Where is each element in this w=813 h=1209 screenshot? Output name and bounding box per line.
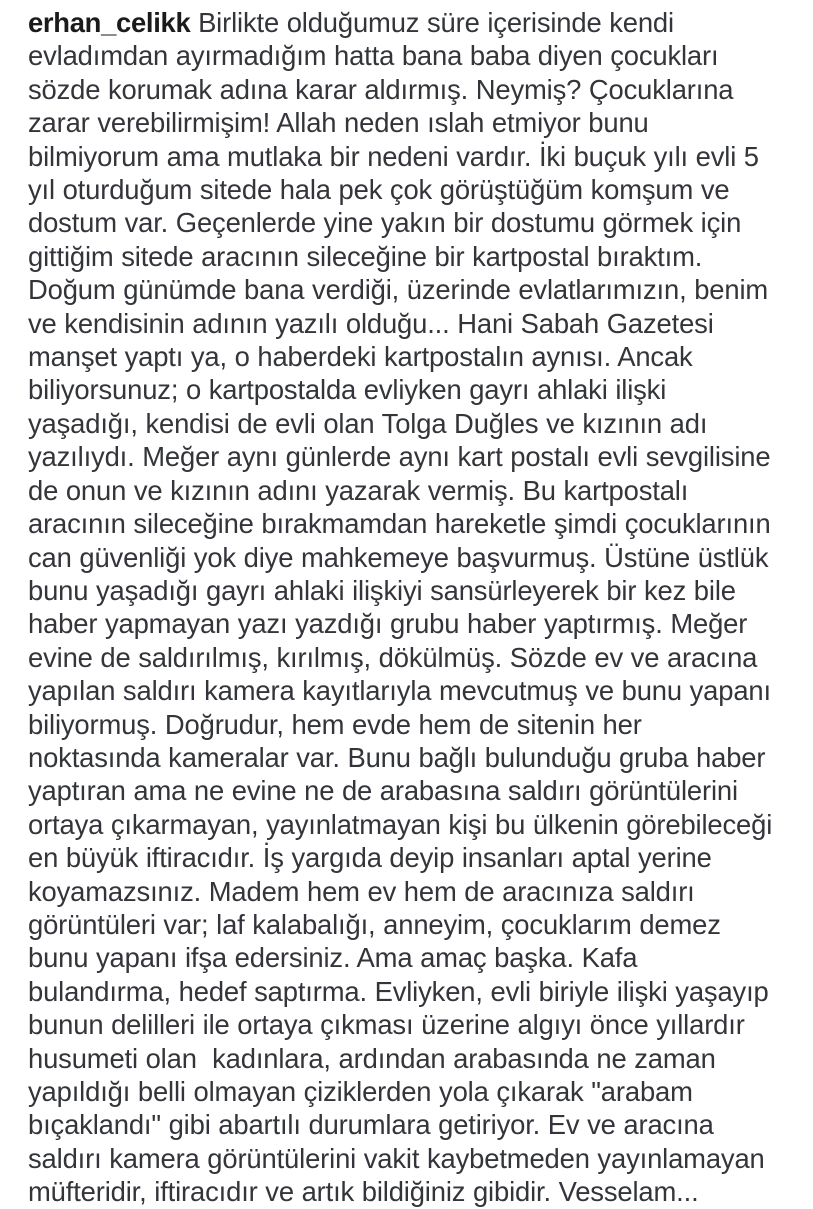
comment-username[interactable]: erhan_celikk	[28, 7, 191, 38]
comment-text: Birlikte olduğumuz süre içerisinde kendi evladımdan ayırmadığım hatta bana baba diyen çocukları sözde korumak adına karar aldırmış. Neymiş? Çocuklarına zarar verebilirmişim! Allah neden ıslah etmiyor bunu bilmiyorum ama mutlaka bir nedeni vardır. İki buçuk yılı evli 5 yıl oturduğum sitede hala pek çok görüştüğüm komşum ve dostum var. Geçenlerde yine yakın bir dostumu görmek için gittiğim sitede aracının sileceğine bir kartpostal bıraktım. Doğum günümde bana verdiği, üzerinde evlatlarımızın, benim ve kendisinin adının yazılı olduğu... Hani Sabah Gazetesi manşet yaptı ya, o haberdeki kartpostalın aynısı. Ancak biliyorsunuz; o kartpostalda evliyken gayrı ahlaki ilişki yaşadığı, kendisi de evli olan Tolga Duğles ve kızının adı yazılıydı. Meğer aynı günlerde aynı kart postalı evli sevgilisine de onun ve kızının adını yazarak vermiş. Bu kartpostalı aracının sileceğine bırakmamdan hareketle şimdi çocuklarının can güvenliği yok diye mahkemeye başvurmuş. Üstüne üstlük bunu yaşadığı gayrı ahlaki ilişkiyi sansürleyerek bir kez bile haber yapmayan yazı yazdığı grubu haber yaptırmış. Meğer evine de saldırılmış, kırılmış, dökülmüş. Sözde ev ve aracına yapılan saldırı kamera kayıtlarıyla mevcutmuş ve bunu yapanı biliyormuş. Doğrudur, hem evde hem de sitenin her noktasında kameralar var. Bunu bağlı bulunduğu gruba haber yaptıran ama ne evine ne de arabasına saldırı görüntülerini ortaya çıkarmayan, yayınlatmayan kişi bu ülkenin görebileceği en büyük iftiracıdır. İş yargıda deyip insanları aptal yerine koyamazsınız. Madem hem ev hem de aracınıza saldırı görüntüleri var; laf kalabalığı, anneyim, çocuklarım demez bunu yapanı ifşa edersiniz. Ama amaç başka. Kafa bulandırma, hedef saptırma. Evliyken, evli biriyle ilişki yaşayıp bunun delilleri ile ortaya çıkması üzerine algıyı önce yıllardır husumeti olan kadınlara, ardından arabasında ne zaman yapıldığı belli olmayan çiziklerden yola çıkarak "arabam bıçaklandı" gibi abartılı durumlara getiriyor. Ev ve aracına saldırı kamera görüntülerini vakit kaybetmeden yayınlamayan müfteridir, iftiracıdır ve artık bildiğiniz gibidir. Vesselam...	[28, 7, 780, 1208]
username-text-separator	[190, 7, 198, 38]
comment-body	[28, 6, 780, 1209]
